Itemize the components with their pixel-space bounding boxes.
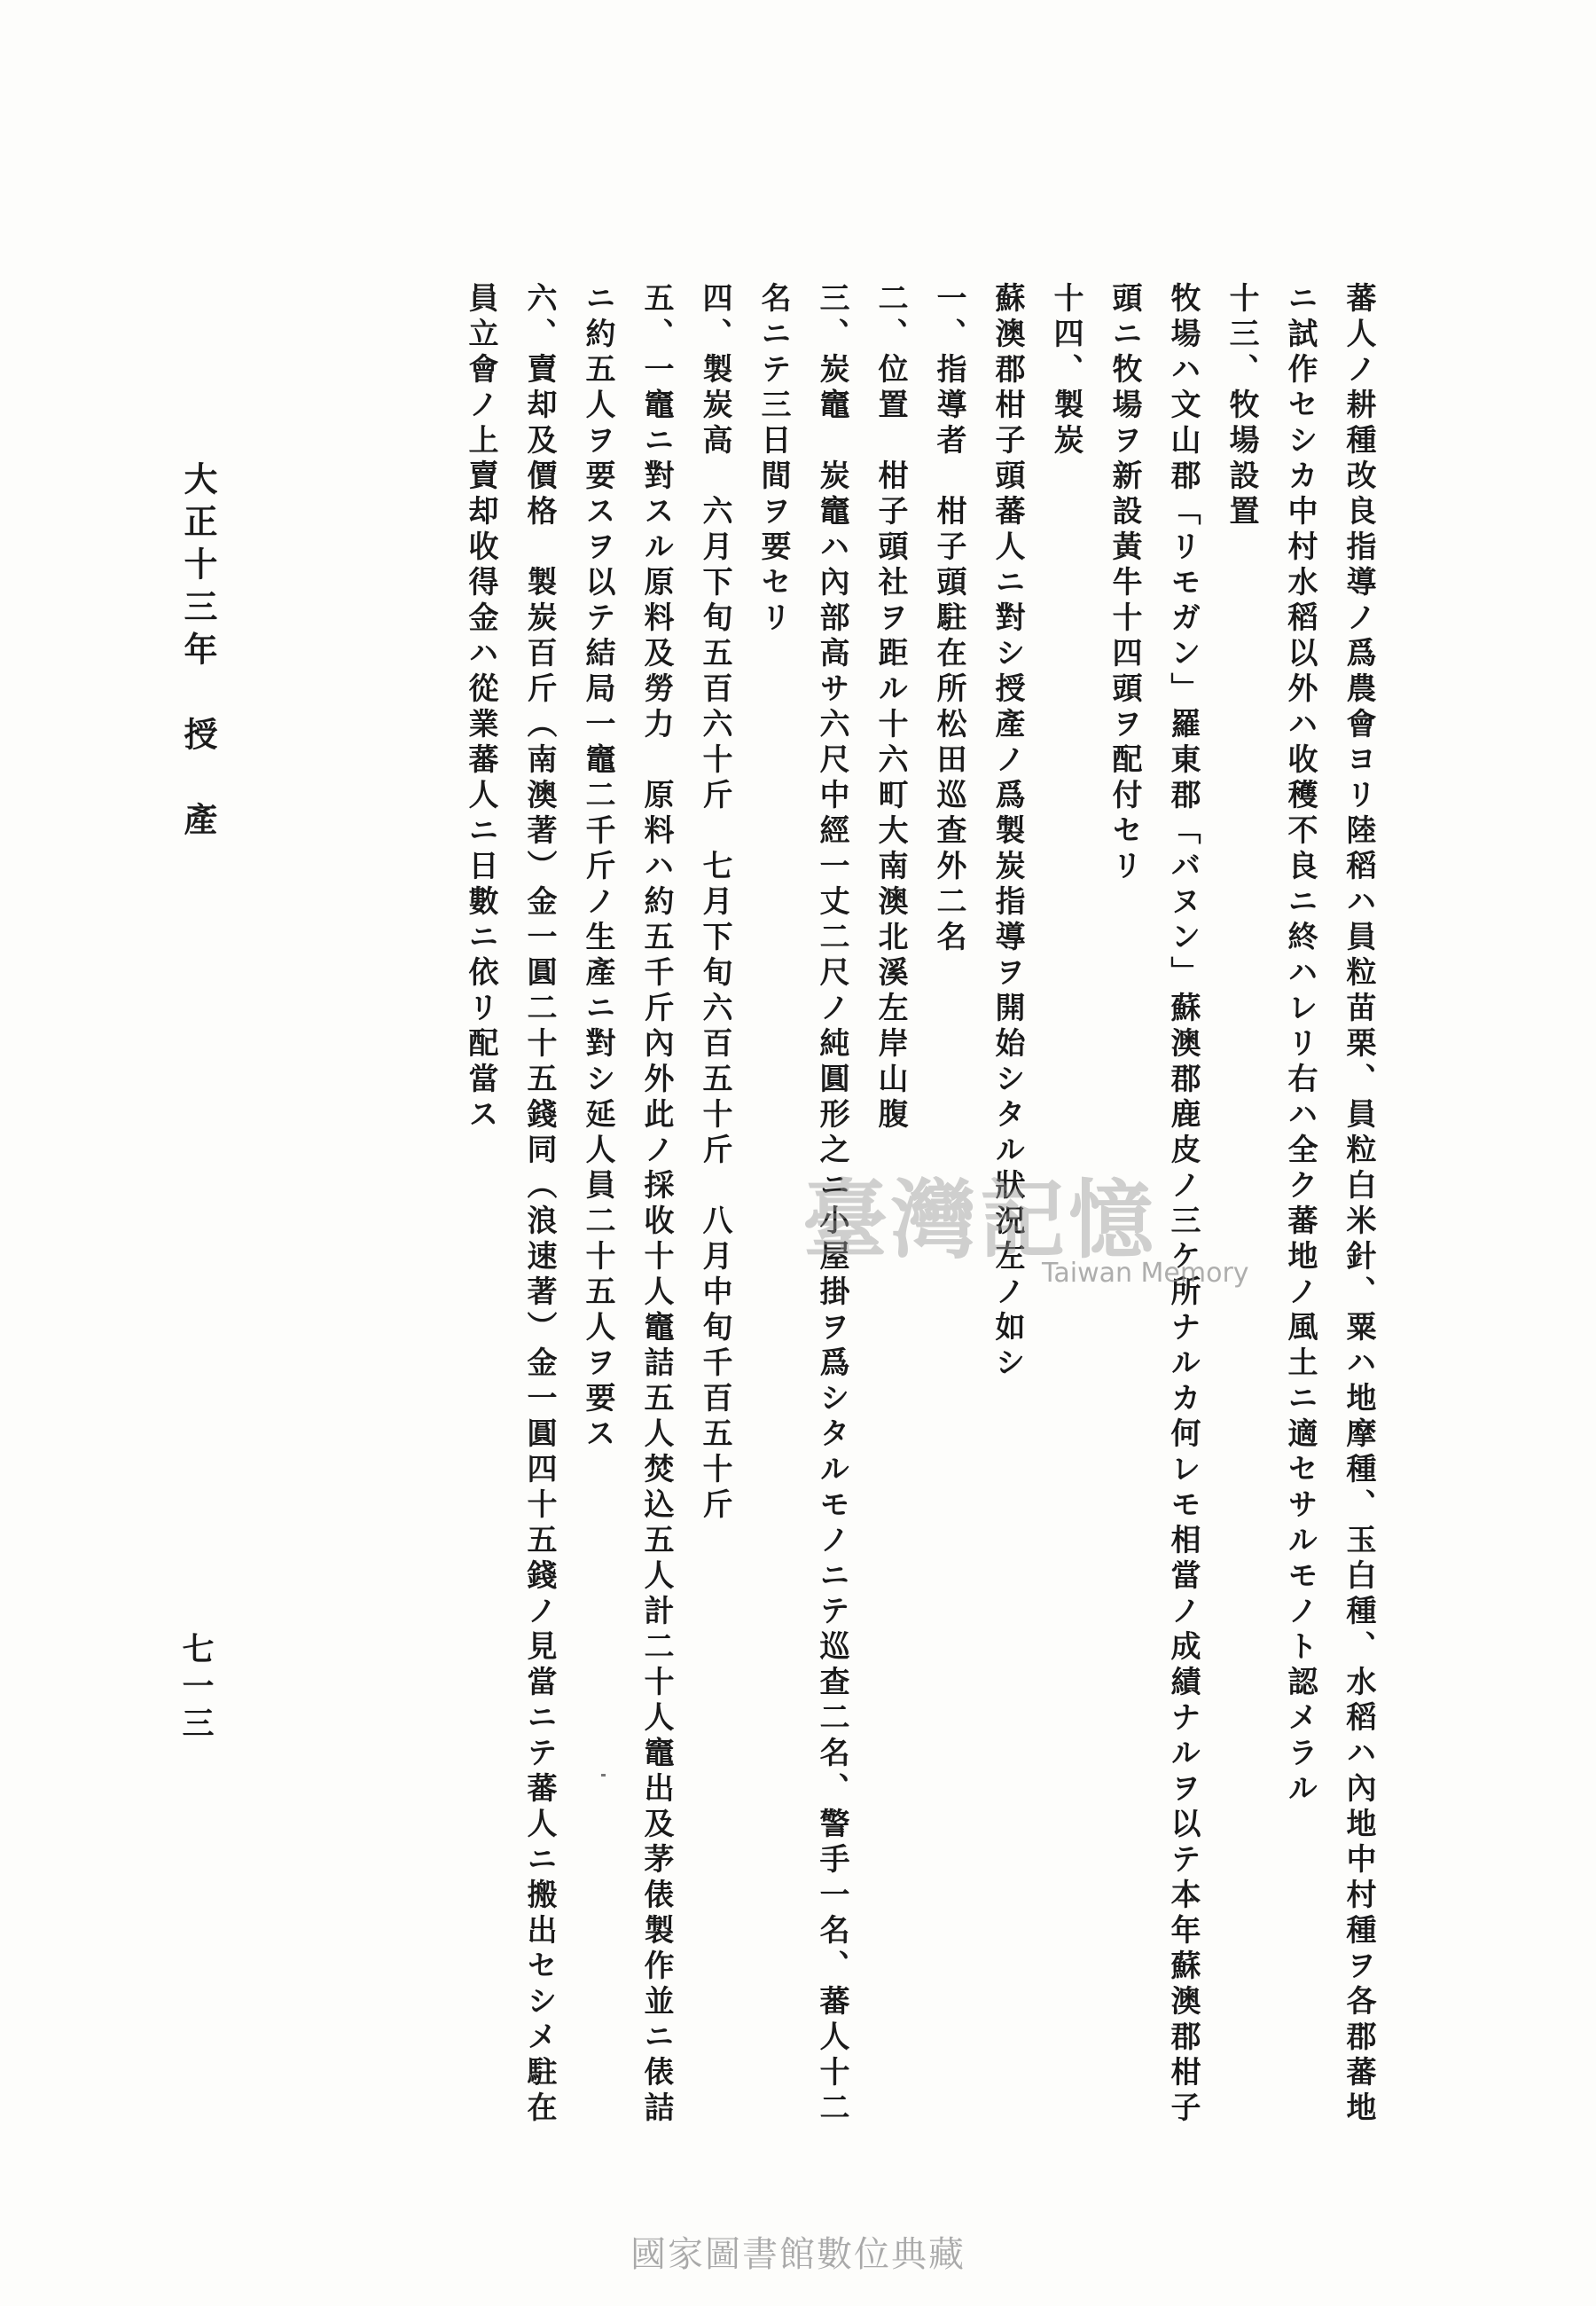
watermark-english: Taiwan Memory: [1042, 1258, 1249, 1289]
text-line-1: 蕃人ノ耕種改良指導ノ爲農會ヨリ陸稻ハ員粒苗栗、員粒白米針、粟ハ地摩種、玉白種、水稻ハ內地中村種ヲ各郡蕃地: [1341, 282, 1376, 2127]
text-line-2: ニ試作セシカ中村水稻以外ハ收穫不良ニ終ハレリ右ハ全ク蕃地ノ風土ニ適セサルモノト認メラル: [1282, 282, 1318, 1808]
list-item-6-cont: 員立會ノ上賣却收得金ハ從業蕃人ニ日數ニ依リ配當ス: [463, 282, 498, 1133]
running-head: 大正十三年 授 產: [178, 461, 218, 844]
list-item-1: 一、指導者 柑子頭駐在所松田巡查外二名: [931, 282, 966, 956]
list-item-3: 三、炭竈 炭竈ハ內部高サ六尺中經一丈二尺ノ純圓形之ニ小屋掛ヲ爲シタルモノニテ巡查二名、警手一名、蕃人十二: [814, 282, 849, 2127]
section-heading-13: 十三、牧場設置: [1224, 282, 1259, 530]
list-item-5-cont: ニ約五人ヲ要スヲ以テ結局一竈二千斤ノ生產ニ對シ延人員二十五人ヲ要ス: [580, 282, 615, 1453]
section-heading-14: 十四、製炭: [1048, 282, 1084, 459]
library-footer: 國家圖書館數位典藏: [630, 2234, 966, 2275]
page-number: 七一三: [177, 1632, 215, 1744]
list-item-3-cont: 名ニテ三日間ヲ要セリ: [755, 282, 791, 637]
watermark-chinese: 臺灣記憶: [802, 1170, 1157, 1270]
text-line-4: 牧場ハ文山郡「リモガン」羅東郡「バヌン」蘇澳郡鹿皮ノ三ケ所ナルカ何レモ相當ノ成績ナルヲ以テ本年蘇澳郡柑子: [1165, 282, 1201, 2127]
vertical-text-body: [451, 282, 1388, 2127]
print-speck: [601, 1774, 606, 1777]
list-item-4: 四、製炭高 六月下旬五百六十斤 七月下旬六百五十斤 八月中旬千百五十斤: [697, 282, 732, 1524]
list-item-2: 二、位置 柑子頭社ヲ距ル十六町大南澳北溪左岸山腹: [872, 282, 908, 1133]
list-item-6: 六、賣却及價格 製炭百斤（南澳著）金一圓二十五錢同（浪速著）金一圓四十五錢ノ見當ニテ蕃人ニ搬出セシメ駐在: [521, 282, 557, 2127]
list-item-5: 五、一竈ニ對スル原料及勞力 原料ハ約五千斤內外此ノ採收十人竈詰五人焚込五人計二十人竈出及茅俵製作並ニ俵詰: [638, 282, 674, 2127]
text-line-5: 頭ニ牧場ヲ新設黃牛十四頭ヲ配付セリ: [1107, 282, 1142, 885]
text-line-7: 蘇澳郡柑子頭蕃人ニ對シ授產ノ爲製炭指導ヲ開始シタル狀況左ノ如シ: [990, 282, 1025, 1382]
